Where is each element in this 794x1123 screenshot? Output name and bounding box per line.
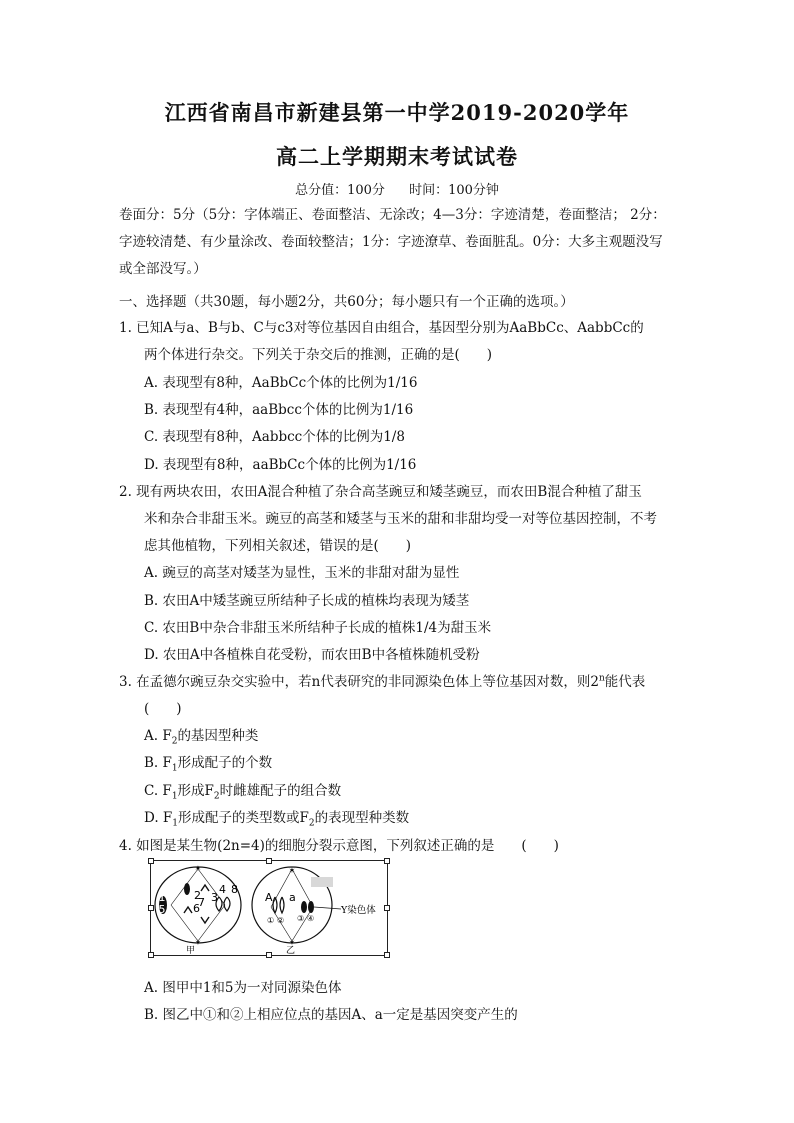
- q2-stem-line3: 虑其他植物，下列相关叙述，错误的是( ): [144, 538, 412, 554]
- figure-label-yi: 乙: [286, 946, 296, 955]
- q3-c-text3: 时雌雄配子的组合数: [219, 783, 342, 799]
- figure-handle-br: [384, 952, 390, 958]
- label-5: 5: [158, 903, 166, 916]
- q3-stem-line1: [119, 670, 645, 690]
- allele-a-label: a: [289, 891, 296, 904]
- exam-title-line2: 高二上学期期末考试试卷: [276, 144, 518, 169]
- q3-a-text: A. F: [144, 728, 172, 744]
- q3-option-c: [144, 779, 341, 802]
- label-6: 6: [193, 902, 200, 915]
- figure-handle-ml: [148, 905, 154, 911]
- q3-b-sub: 1: [171, 763, 178, 774]
- q4-option-b: B. 图乙中①和②上相应位点的基因A、a一定是基因突变产生的: [144, 1007, 518, 1023]
- q2-option-b: B. 农田A中矮茎豌豆所结种子长成的植株均表现为矮茎: [144, 593, 470, 609]
- q3-c-sub2: 2: [213, 791, 220, 802]
- circled-4: ④: [307, 914, 315, 923]
- neatness-instructions: 卷面分：5分（5分：字体端正、卷面整洁、无涂改；4—3分：字迹清楚，卷面整洁； 2分：字迹较清楚、有少量涂改、卷面较整洁；1分：字迹潦草、卷面脏乱。0分：大多主观题没写或全部没写。）: [119, 207, 666, 277]
- q2-option-c: C. 农田B中杂合非甜玉米所结种子长成的植株1/4为甜玉米: [144, 620, 492, 636]
- blurred-watermark: [311, 877, 333, 887]
- chromosome-6: [184, 907, 192, 913]
- q3-c-sub: 1: [171, 791, 178, 802]
- spindle-pole-bottom: ✶: [194, 938, 202, 947]
- exam-time: 时间：100分钟: [409, 183, 499, 198]
- chromosome-yi-2: [280, 897, 284, 913]
- q3-d-text2: 形成配子的类型数或F: [178, 810, 309, 826]
- label-3: 3: [211, 891, 218, 904]
- chromosome-7: [201, 917, 209, 923]
- label-7: 7: [198, 896, 205, 909]
- label-4: 4: [219, 883, 226, 896]
- q1-stem-line1: 1. 已知A与a、B与b、C与c3对等位基因自由组合，基因型分别为AaBbCc、AabbCc的: [119, 320, 644, 336]
- section-one-heading: 一、选择题（共30题，每小题2分，共60分；每小题只有一个正确的选项。）: [119, 294, 574, 310]
- q4-stem-line1: 4. 如图是某生物(2n=4)的细胞分裂示意图，下列叙述正确的是 ( ): [119, 838, 559, 854]
- figure-handle-bl: [148, 952, 154, 958]
- q3-d-text: D. F: [144, 810, 173, 826]
- q3-option-a: [144, 724, 258, 747]
- q1-option-a: A. 表现型有8种，AaBbCc个体的比例为1/16: [144, 375, 418, 391]
- q3-c-text: C. F: [144, 783, 172, 799]
- q3-a-text2: 的基因型种类: [177, 728, 259, 744]
- y-chromosome: [308, 901, 314, 913]
- q3-a-sub: 2: [171, 736, 178, 747]
- q3-stem-text-a: 3. 在孟德尔豌豆杂交实验中，若n代表研究的非同源染色体上等位基因对数，则2: [119, 674, 599, 690]
- figure-handle-bm: [266, 952, 272, 958]
- q2-stem-line1: 2. 现有两块农田，农田A混合种植了杂合高茎豌豆和矮茎豌豆，而农田B混合种植了甜玉: [119, 484, 642, 500]
- q3-d-sub: 1: [172, 818, 179, 829]
- q2-stem-line2: 米和杂合非甜玉米。豌豆的高茎和矮茎与玉米的甜和非甜均受一对等位基因控制，不考: [144, 511, 657, 527]
- cell-division-figure: [150, 860, 388, 956]
- label-1: 1: [158, 891, 166, 904]
- spindle-pole-top: ✶: [194, 864, 202, 873]
- q3-b-text2: 形成配子的个数: [177, 755, 273, 771]
- circled-2: ②: [277, 916, 285, 925]
- exam-title-line1: 江西省南昌市新建县第一中学2019-2020学年: [164, 100, 630, 125]
- figure-handle-tr: [384, 858, 390, 864]
- y-chromosome-pointer: [314, 907, 341, 909]
- q1-option-c: C. 表现型有8种，Aabbcc个体的比例为1/8: [144, 429, 405, 445]
- chromosome-3: [201, 885, 209, 891]
- q3-option-b: [144, 751, 272, 774]
- spindle-pole-top-yi: ✶: [288, 866, 296, 875]
- total-score: 总分值：100分: [295, 183, 385, 198]
- cell-division-diagram: [151, 861, 387, 955]
- chromosome-yi-3: [301, 901, 307, 913]
- circled-3: ③: [297, 914, 305, 923]
- q4-option-a: A. 图甲中1和5为一对同源染色体: [144, 980, 342, 996]
- circled-1: ①: [267, 916, 275, 925]
- q3-option-d: [144, 806, 409, 829]
- q1-option-b: B. 表现型有4种，aaBbcc个体的比例为1/16: [144, 402, 414, 418]
- q3-c-text2: 形成F: [177, 783, 214, 799]
- q2-option-d: D. 农田A中各植株自花受粉，而农田B中各植株随机受粉: [144, 647, 480, 663]
- y-chromosome-label: Y染色体: [341, 905, 376, 916]
- figure-handle-mr: [384, 905, 390, 911]
- allele-A-label: A: [265, 891, 273, 904]
- q3-exponent: n: [598, 673, 605, 684]
- figure-handle-tm: [266, 858, 272, 864]
- q3-stem-text-b: 能代表: [604, 674, 646, 690]
- q3-stem-line2: ( ): [144, 701, 182, 717]
- q1-stem-line2: 两个体进行杂交。下列关于杂交后的推测，正确的是( ): [144, 347, 493, 363]
- q3-d-text3: 的表现型种类数: [314, 810, 410, 826]
- q3-b-text: B. F: [144, 755, 172, 771]
- exam-meta: [0, 179, 794, 198]
- chromosome-2: [184, 883, 190, 895]
- label-8: 8: [231, 883, 238, 896]
- figure-label-jia: 甲: [186, 946, 196, 955]
- q3-d-sub2: 2: [308, 818, 315, 829]
- figure-handle-tl: [148, 858, 154, 864]
- chromosome-8: [224, 897, 230, 911]
- label-2: 2: [194, 889, 201, 902]
- q1-option-d: D. 表现型有8种，aaBbCc个体的比例为1/16: [144, 457, 417, 473]
- spindle-pole-bottom-yi: ✶: [288, 938, 296, 947]
- q2-option-a: A. 豌豆的高茎对矮茎为显性，玉米的非甜对甜为显性: [144, 565, 460, 581]
